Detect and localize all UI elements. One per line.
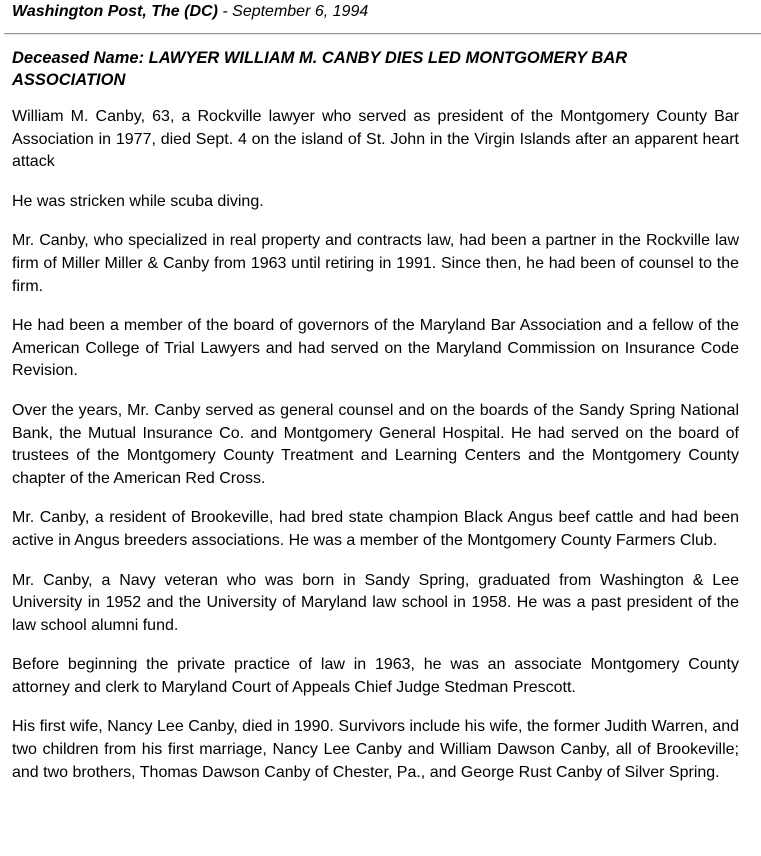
article-paragraph: Mr. Canby, who specialized in real property and contracts law, had been a partner in the Rockville law firm of Miller Miller & Canby from 1963 until retiring in 1991. Since then, he had been of counsel to the firm. <box>12 232 739 295</box>
header-separator: - <box>217 3 233 20</box>
article-paragraph: His first wife, Nancy Lee Canby, died in 1990. Survivors include his wife, the former Judith Warren, and two children from his first marriage, Nancy Lee Canby and William Dawson Canby, all of Brookeville; and two brothers, Thomas Dawson Canby of Chester, Pa., and George Rust Canby of Silver Spring. <box>12 718 739 781</box>
publication-name: Washington Post, The (DC) <box>12 3 218 20</box>
article-paragraph: He had been a member of the board of governors of the Maryland Bar Association and a fellow of the American College of Trial Lawyers and had served on the Maryland Commission on Insurance Code Revision. <box>12 317 739 380</box>
article-body <box>12 106 739 784</box>
article-paragraph: Mr. Canby, a resident of Brookeville, had bred state champion Black Angus beef cattle and had been active in Angus breeders associations. He was a member of the Montgomery County Farmers Club. <box>12 509 739 549</box>
source-header <box>12 0 739 25</box>
header-divider <box>4 33 761 35</box>
article-paragraph: Mr. Canby, a Navy veteran who was born in Sandy Spring, graduated from Washington & Lee University in 1952 and the University of Maryland law school in 1958. He was a past president of the law school alumni fund. <box>12 571 739 634</box>
article-title: Deceased Name: LAWYER WILLIAM M. CANBY DIES LED MONTGOMERY BAR ASSOCIATION <box>12 49 628 89</box>
publication-date: September 6, 1994 <box>232 3 369 20</box>
article-paragraph: Before beginning the private practice of law in 1963, he was an associate Montgomery County attorney and clerk to Maryland Court of Appeals Chief Judge Stedman Prescott. <box>12 656 739 696</box>
article-paragraph: William M. Canby, 63, a Rockville lawyer who served as president of the Montgomery County Bar Association in 1977, died Sept. 4 on the island of St. John in the Virgin Islands after an apparent heart attack <box>12 108 739 171</box>
article-paragraph: He was stricken while scuba diving. <box>12 192 264 210</box>
article-paragraph: Over the years, Mr. Canby served as general counsel and on the boards of the Sandy Spring National Bank, the Mutual Insurance Co. and Montgomery General Hospital. He had served on the board of trustees of the Montgomery County Treatment and Learning Centers and the Montgomery County chapter of the American Red Cross. <box>12 401 739 487</box>
